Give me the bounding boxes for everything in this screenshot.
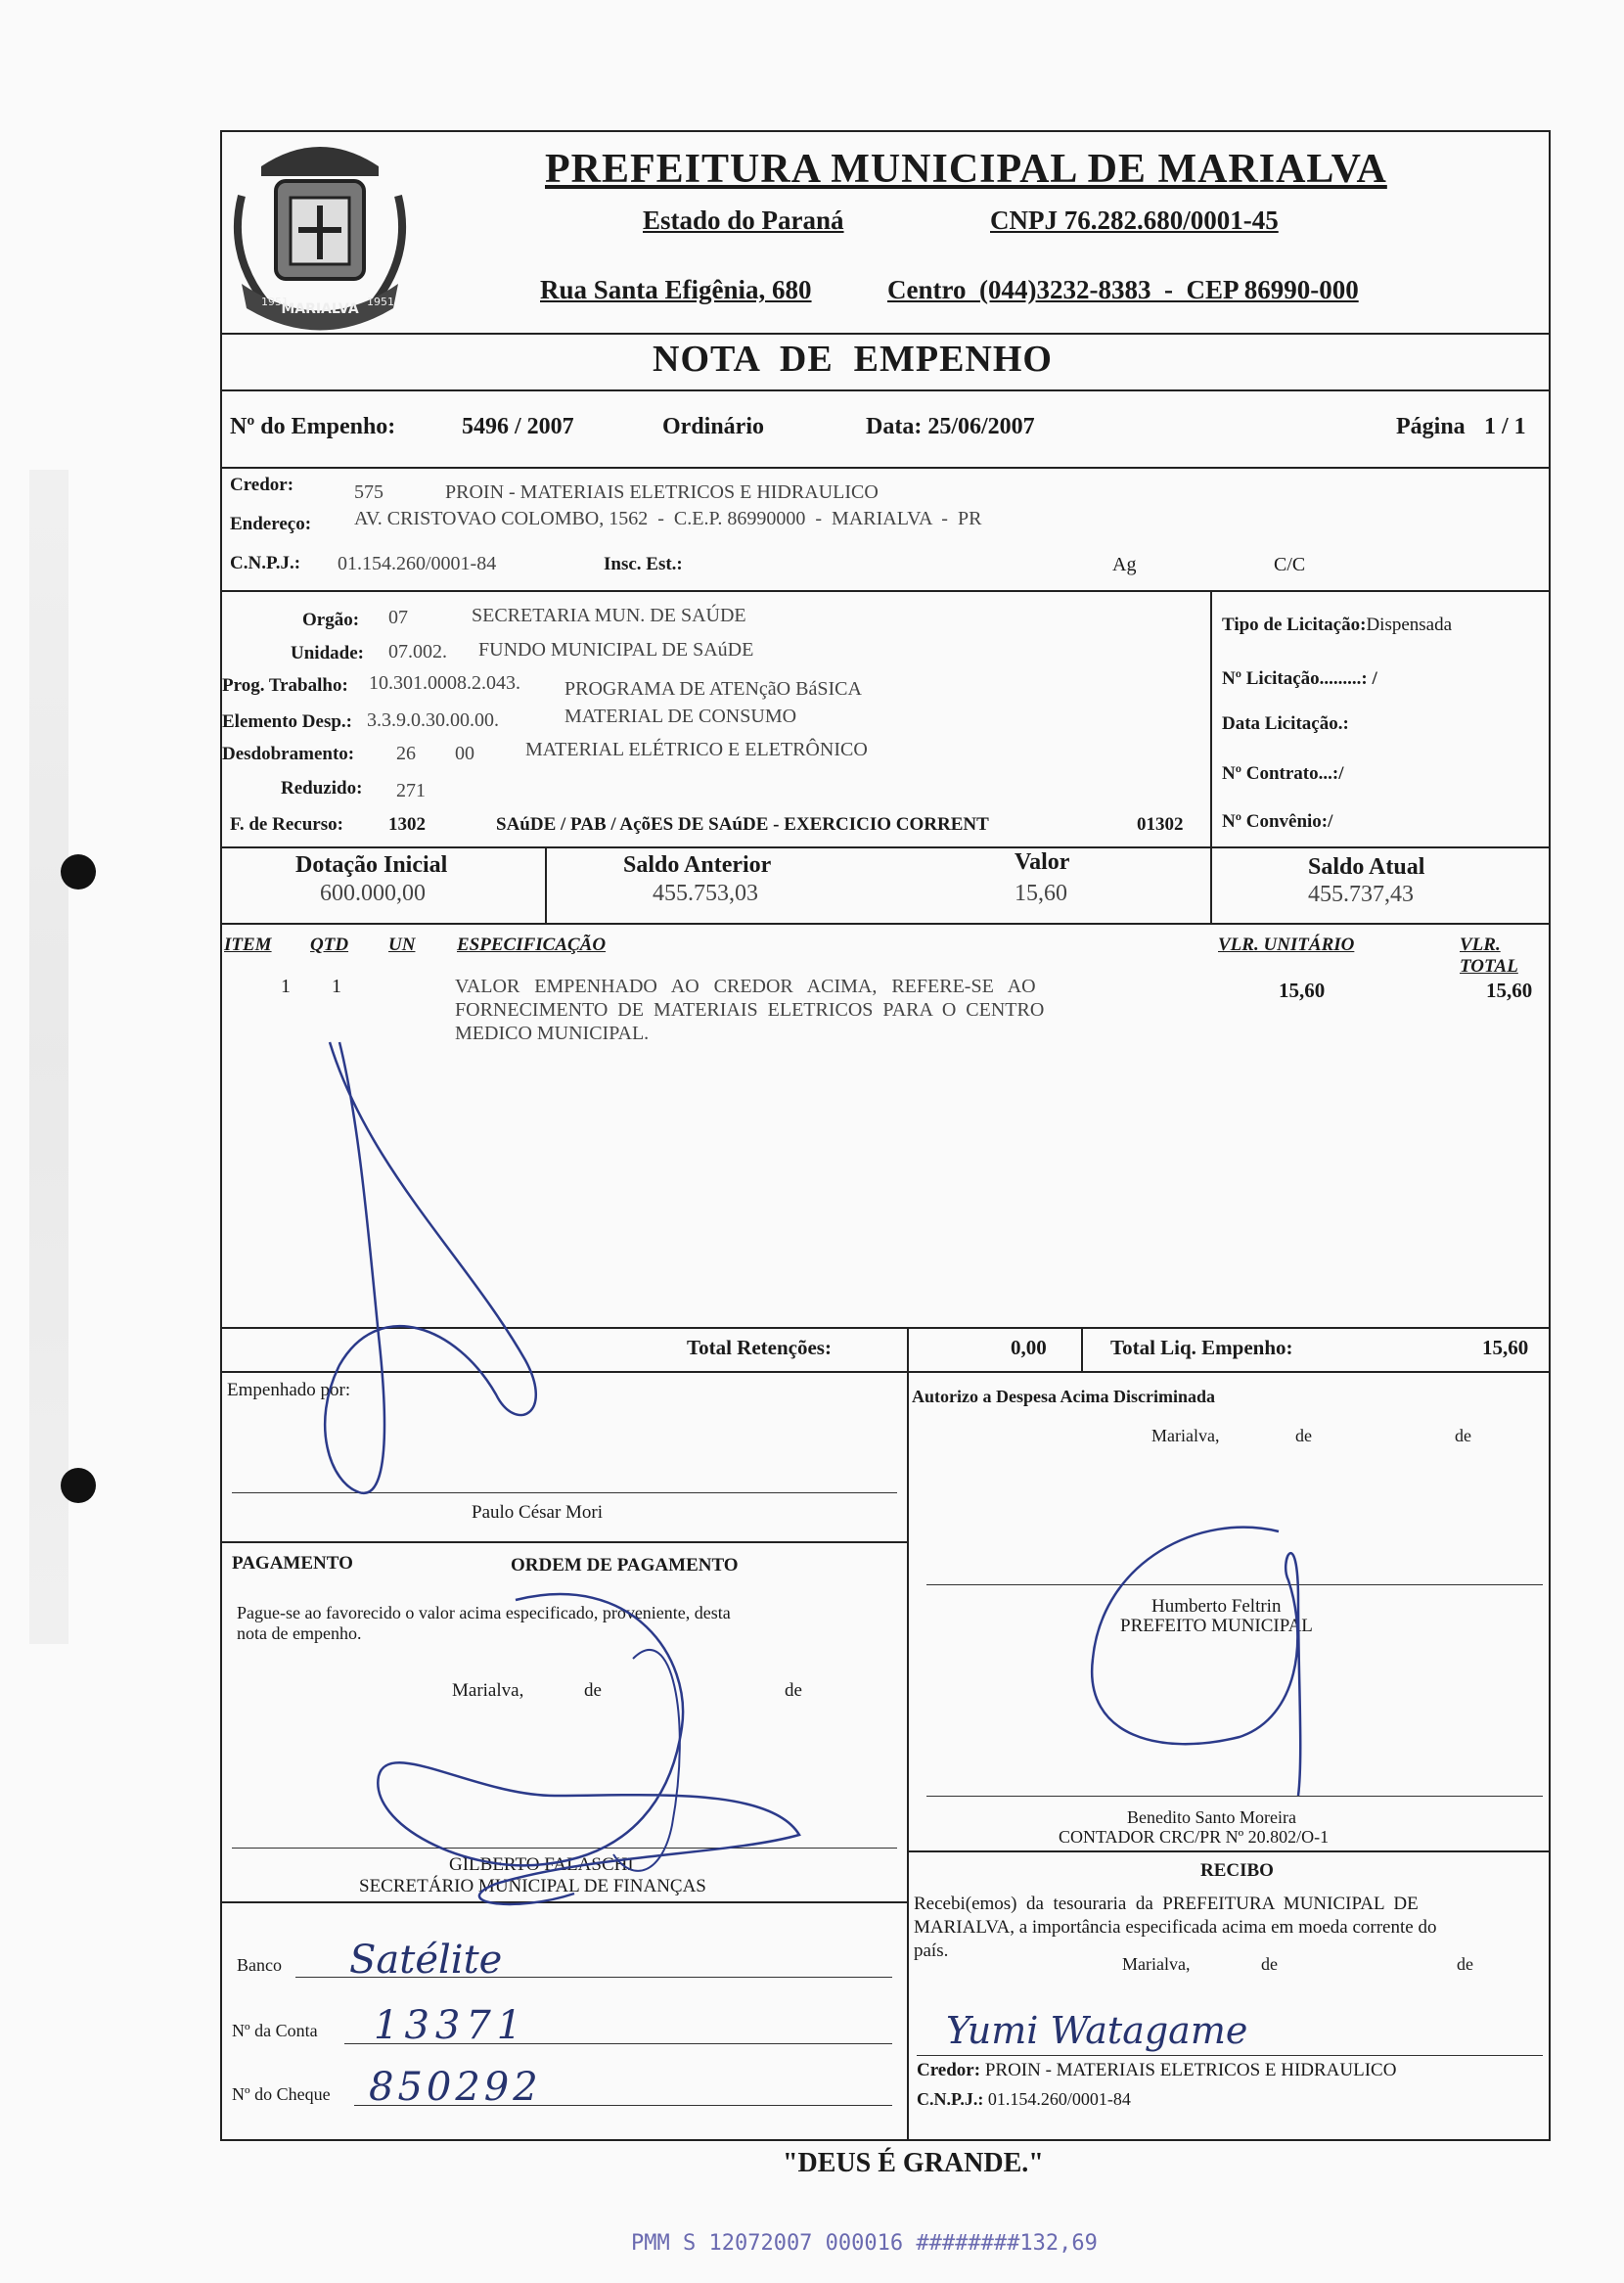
footer-code: PMM S 12072007 000016 ########132,69	[631, 2231, 1098, 2256]
page-label: Página	[1396, 414, 1466, 439]
orgao-label: Orgão:	[302, 610, 360, 630]
reduzido-label: Reduzido:	[281, 778, 363, 799]
total-liq-label: Total Liq. Empenho:	[1110, 1336, 1293, 1359]
punch-hole-bottom	[61, 1468, 96, 1503]
recurso-name: SAúDE / PAB / AçõES DE SAúDE - EXERCICIO CORRENT	[496, 814, 989, 835]
recibo-city: Marialva,	[1122, 1954, 1191, 1974]
elemento-code: 3.3.9.0.30.00.00.	[367, 709, 499, 731]
elemento-name: MATERIAL DE CONSUMO	[564, 706, 797, 727]
nota-de-empenho-form	[220, 130, 1551, 2141]
seal-year-right: 1951	[367, 296, 394, 308]
valor: 15,60	[1015, 881, 1067, 906]
prefeito-title: PREFEITO MUNICIPAL	[1120, 1616, 1313, 1636]
recibo-credor-name: PROIN - MATERIAIS ELETRICOS E HIDRAULICO	[984, 2060, 1397, 2080]
autorizo-city: Marialva,	[1151, 1426, 1220, 1445]
conta-value: 13371	[374, 2003, 528, 2048]
item-spec-line1: VALOR EMPENHADO AO CREDOR ACIMA, REFERE-SE AO	[455, 976, 1036, 997]
street-address: Rua Santa Efigênia, 680	[540, 275, 812, 304]
desdob-code2: 00	[455, 743, 474, 764]
empenho-number: 5496 / 2007	[462, 414, 574, 439]
prog-name: PROGRAMA DE ATENçãO BáSICA	[564, 678, 862, 700]
item-vlr-total: 15,60	[1486, 979, 1533, 1002]
retencoes-value: 0,00	[1011, 1336, 1047, 1359]
unidade-name: FUNDO MUNICIPAL DE SAúDE	[478, 639, 754, 661]
desdob-name: MATERIAL ELÉTRICO E ELETRÔNICO	[525, 739, 868, 760]
banco-value: Satélite	[349, 1938, 503, 1983]
recibo-cnpj-label: C.N.P.J.:	[917, 2089, 984, 2109]
credor-label: Credor:	[230, 475, 294, 495]
recibo-label: RECIBO	[1200, 1860, 1274, 1881]
prefeitura-title: PREFEITURA MUNICIPAL DE MARIALVA	[545, 147, 1387, 192]
licitacao-numero: Nº Licitação.........: /	[1222, 668, 1377, 689]
credor-code: 575	[354, 481, 383, 503]
doc-title: NOTA DE EMPENHO	[653, 339, 1053, 380]
credor-cnpj-label: C.N.P.J.:	[230, 553, 301, 573]
credor-cnpj: 01.154.260/0001-84	[338, 553, 497, 574]
desdob-label: Desdobramento:	[222, 744, 355, 764]
valor-label: Valor	[1015, 849, 1070, 875]
saldo-anterior-label: Saldo Anterior	[623, 852, 772, 878]
empenhado-label: Empenhado por:	[227, 1380, 351, 1400]
elemento-label: Elemento Desp.:	[222, 711, 352, 732]
col-item: ITEM	[224, 935, 272, 955]
endereco: AV. CRISTOVAO COLOMBO, 1562 - C.E.P. 86990000 - MARIALVA - PR	[354, 508, 982, 529]
total-liq-value: 15,60	[1482, 1336, 1529, 1359]
district-phone-cep: Centro (044)3232-8383 - CEP 86990-000	[887, 275, 1359, 304]
col-vlr-unit: VLR. UNITÁRIO	[1218, 935, 1355, 955]
endereco-label: Endereço:	[230, 514, 312, 534]
unidade-label: Unidade:	[291, 643, 364, 663]
empenho-type: Ordinário	[662, 414, 765, 439]
empenhado-name: Paulo César Mori	[472, 1502, 604, 1523]
licitacao-convenio: Nº Convênio:/	[1222, 811, 1333, 832]
saldo-atual-label: Saldo Atual	[1308, 854, 1425, 880]
pagamento-label: PAGAMENTO	[232, 1553, 353, 1574]
autorizo-de2: de	[1455, 1426, 1471, 1445]
licitacao-data: Data Licitação.:	[1222, 713, 1349, 734]
recibo-credor-label: Credor:	[917, 2060, 981, 2080]
item-qtd: 1	[332, 976, 341, 997]
prefeito-name: Humberto Feltrin	[1151, 1596, 1282, 1617]
recurso-code2: 01302	[1137, 814, 1184, 835]
pagamento-de2: de	[785, 1680, 802, 1701]
recurso-code: 1302	[388, 814, 426, 835]
col-qtd: QTD	[310, 935, 349, 955]
reduzido: 271	[396, 780, 426, 801]
motto: "DEUS É GRANDE."	[783, 2148, 1044, 2178]
dotacao-inicial: 600.000,00	[320, 881, 426, 906]
ag-label: Ag	[1112, 554, 1137, 575]
seal-text: MARIALVA	[281, 301, 359, 317]
recibo-cnpj-value: 01.154.260/0001-84	[987, 2089, 1131, 2109]
saldo-anterior: 455.753,03	[653, 881, 758, 906]
recibo-text3: país.	[914, 1941, 949, 1961]
item-spec-line2: FORNECIMENTO DE MATERIAIS ELETRICOS PARA O CENTRO	[455, 999, 1045, 1021]
col-vlr-total: VLR. TOTAL	[1460, 935, 1518, 977]
cheque-label: Nº do Cheque	[232, 2084, 331, 2104]
dotacao-inicial-label: Dotação Inicial	[295, 852, 448, 878]
licitacao-tipo-value: Dispensada	[1366, 615, 1453, 635]
recibo-de2: de	[1457, 1954, 1473, 1974]
autorizo-de1: de	[1295, 1426, 1312, 1445]
ordem-pagamento-label: ORDEM DE PAGAMENTO	[511, 1555, 739, 1575]
pagamento-text1: Pague-se ao favorecido o valor acima especificado, proveniente, desta	[237, 1603, 731, 1622]
licitacao-tipo-label: Tipo de Licitação:	[1222, 615, 1367, 635]
recibo-de1: de	[1261, 1954, 1278, 1974]
autorizo-label: Autorizo a Despesa Acima Discriminada	[912, 1387, 1215, 1406]
saldo-atual: 455.737,43	[1308, 882, 1414, 907]
state-name: Estado do Paraná	[643, 205, 844, 235]
signature-scribbles	[222, 132, 1549, 2139]
item-spec-line3: MEDICO MUNICIPAL.	[455, 1023, 650, 1044]
item-vlr-unit: 15,60	[1279, 979, 1326, 1002]
insc-est-label: Insc. Est.:	[604, 554, 683, 574]
contador-title: CONTADOR CRC/PR Nº 20.802/O-1	[1059, 1827, 1330, 1847]
recibo-signature: Yumi Watagame	[946, 2009, 1248, 2052]
col-espec: ESPECIFICAÇÃO	[457, 935, 607, 955]
item-number: 1	[281, 976, 291, 997]
credor-name: PROIN - MATERIAIS ELETRICOS E HIDRAULICO	[445, 481, 879, 503]
recurso-label: F. de Recurso:	[230, 814, 343, 835]
conta-label: Nº da Conta	[232, 2021, 318, 2040]
pagamento-city: Marialva,	[452, 1680, 524, 1701]
orgao-name: SECRETARIA MUN. DE SAÚDE	[472, 605, 746, 626]
cc-label: C/C	[1274, 554, 1306, 575]
desdob-code: 26	[396, 743, 416, 764]
orgao-code: 07	[388, 607, 408, 628]
pagamento-text2: nota de empenho.	[237, 1623, 362, 1643]
secretario-title: SECRETÁRIO MUNICIPAL DE FINANÇAS	[359, 1876, 706, 1896]
secretario-name: GILBERTO FALASCHI	[449, 1854, 634, 1875]
cheque-value: 850292	[369, 2065, 542, 2110]
empenho-number-label: Nº do Empenho:	[230, 414, 396, 439]
retencoes-label: Total Retenções:	[687, 1336, 832, 1359]
header-cnpj: CNPJ 76.282.680/0001-45	[990, 205, 1279, 235]
recibo-text1: Recebi(emos) da tesouraria da PREFEITURA MUNICIPAL DE	[914, 1894, 1419, 1914]
punch-hole-top	[61, 854, 96, 890]
pagamento-de1: de	[584, 1680, 602, 1701]
unidade-code: 07.002.	[388, 641, 447, 662]
recibo-text2: MARIALVA, a importância especificada acima em moeda corrente do	[914, 1917, 1437, 1938]
licitacao-contrato: Nº Contrato...:/	[1222, 763, 1344, 784]
prog-label: Prog. Trabalho:	[222, 675, 348, 696]
banco-label: Banco	[237, 1955, 282, 1975]
contador-name: Benedito Santo Moreira	[1127, 1807, 1296, 1827]
prog-code: 10.301.0008.2.043.	[369, 672, 520, 694]
seal-year-left: 1951	[261, 296, 289, 308]
page-number: 1 / 1	[1484, 414, 1526, 439]
col-un: UN	[388, 935, 416, 955]
empenho-date: Data: 25/06/2007	[866, 414, 1035, 439]
